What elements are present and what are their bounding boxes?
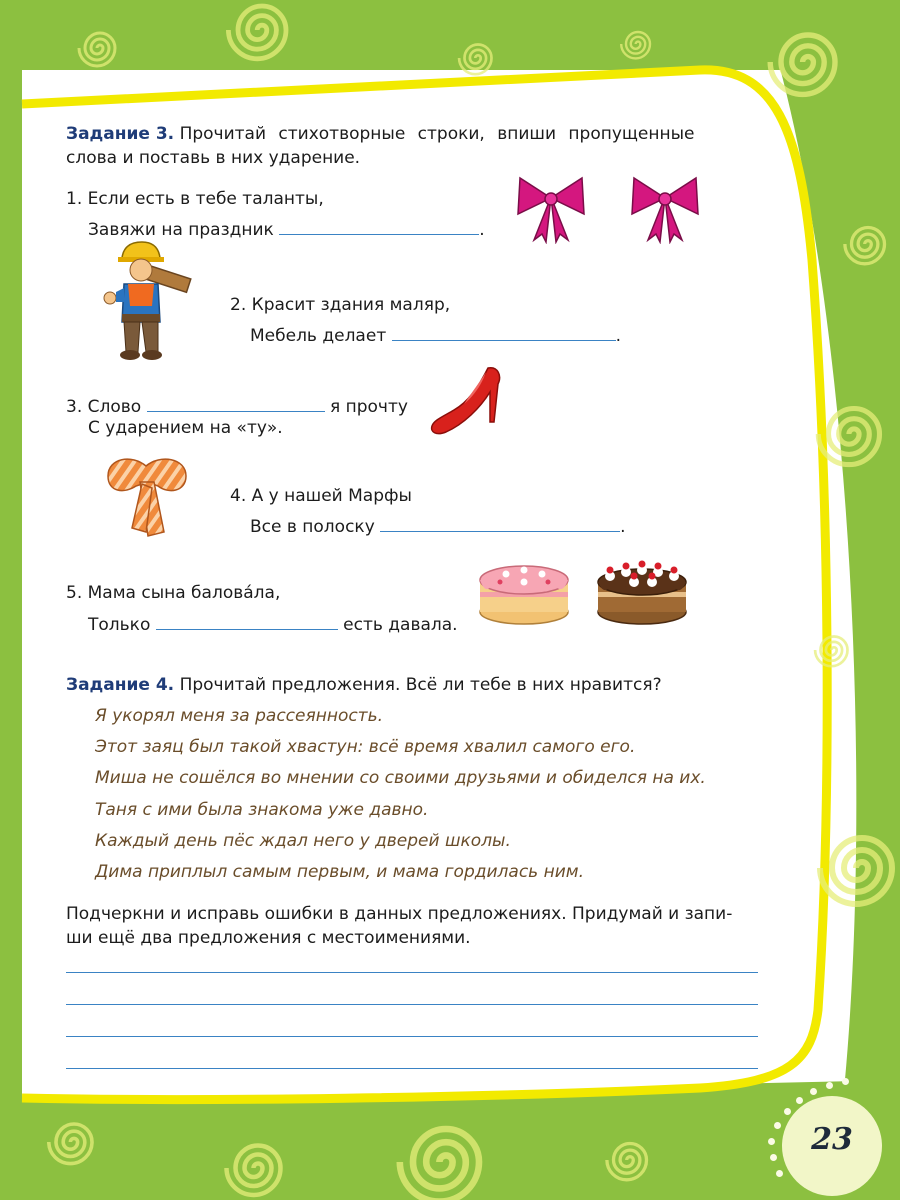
poem2-line2: [250, 322, 621, 347]
poem4-period: .: [620, 517, 626, 537]
task4-title: Задание 4.: [66, 675, 175, 695]
pink-cake-icon: [476, 556, 572, 626]
poem3-line2: С ударением на «ту».: [88, 418, 283, 438]
chocolate-cake-icon: [594, 548, 690, 626]
sentence-4: Таня с ими была знакома уже давно.: [95, 800, 429, 820]
writing-line-1[interactable]: [66, 972, 758, 973]
poem5-answer-blank[interactable]: [156, 611, 338, 630]
poem3-line1: [66, 393, 408, 418]
final-instruction-1: Подчеркни и исправь ошибки в данных предложениях. Придумай и запи-: [66, 904, 733, 924]
poem4-line1: 4. А у нашей Марфы: [230, 486, 412, 506]
poem5-line2: [88, 611, 458, 636]
poem1-period: .: [479, 220, 485, 240]
writing-line-3[interactable]: [66, 1036, 758, 1037]
poem4-line2: [250, 513, 626, 538]
poem5-text-b: есть давала.: [343, 615, 458, 635]
sentence-6: Дима приплыл самым первым, и мама гордилась ним.: [95, 862, 584, 882]
sentence-5: Каждый день пёс ждал него у дверей школы.: [95, 831, 511, 851]
task3-instruction-2: слова и поставь в них ударение.: [66, 148, 361, 168]
poem2-answer-blank[interactable]: [392, 322, 616, 341]
sentence-2: Этот заяц был такой хвастун: всё время хвалил самого его.: [95, 737, 636, 757]
high-heel-shoe-icon: [428, 362, 504, 436]
poem3-text-b: я прочту: [330, 397, 408, 417]
poem2-period: .: [615, 326, 622, 346]
writing-line-2[interactable]: [66, 1004, 758, 1005]
builder-icon: [94, 240, 194, 362]
poem4-text: Все в полоску: [250, 517, 375, 537]
sentence-1: Я укорял меня за рассеянность.: [95, 706, 384, 726]
bow-icon: [516, 176, 586, 244]
poem1-answer-blank[interactable]: [279, 216, 479, 235]
poem5-text-a: Только: [88, 615, 151, 635]
poem1-line1: 1. Если есть в тебе таланты,: [66, 189, 324, 209]
poem3-answer-blank[interactable]: [147, 393, 325, 412]
striped-scarf-icon: [102, 452, 192, 540]
poem3-text-a: 3. Слово: [66, 397, 142, 417]
poem2-line1: 2. Красит здания маляр,: [230, 295, 451, 315]
poem5-line1: 5. Мама сына балова́ла,: [66, 583, 281, 603]
poem1-text: Завяжи на праздник: [88, 220, 274, 240]
page-number: 23: [811, 1122, 853, 1157]
final-instruction-2: ши ещё два предложения с местоимениями.: [66, 928, 471, 948]
task3-heading: [66, 123, 758, 145]
poem4-answer-blank[interactable]: [380, 513, 620, 532]
poem1-line2: [88, 216, 485, 241]
task4-heading: [66, 674, 662, 696]
bow-icon: [630, 176, 700, 244]
task3-instruction-1: Прочитай стихотворные строки, впиши пропущенные: [179, 124, 695, 144]
task3-title: Задание 3.: [66, 124, 175, 144]
poem2-text: Мебель делает: [250, 326, 387, 346]
task4-instruction: Прочитай предложения. Всё ли тебе в них нравится?: [179, 675, 662, 695]
writing-line-4[interactable]: [66, 1068, 758, 1069]
sentence-3: Миша не сошёлся во мнении со своими друзьями и обиделся на их.: [95, 768, 706, 788]
